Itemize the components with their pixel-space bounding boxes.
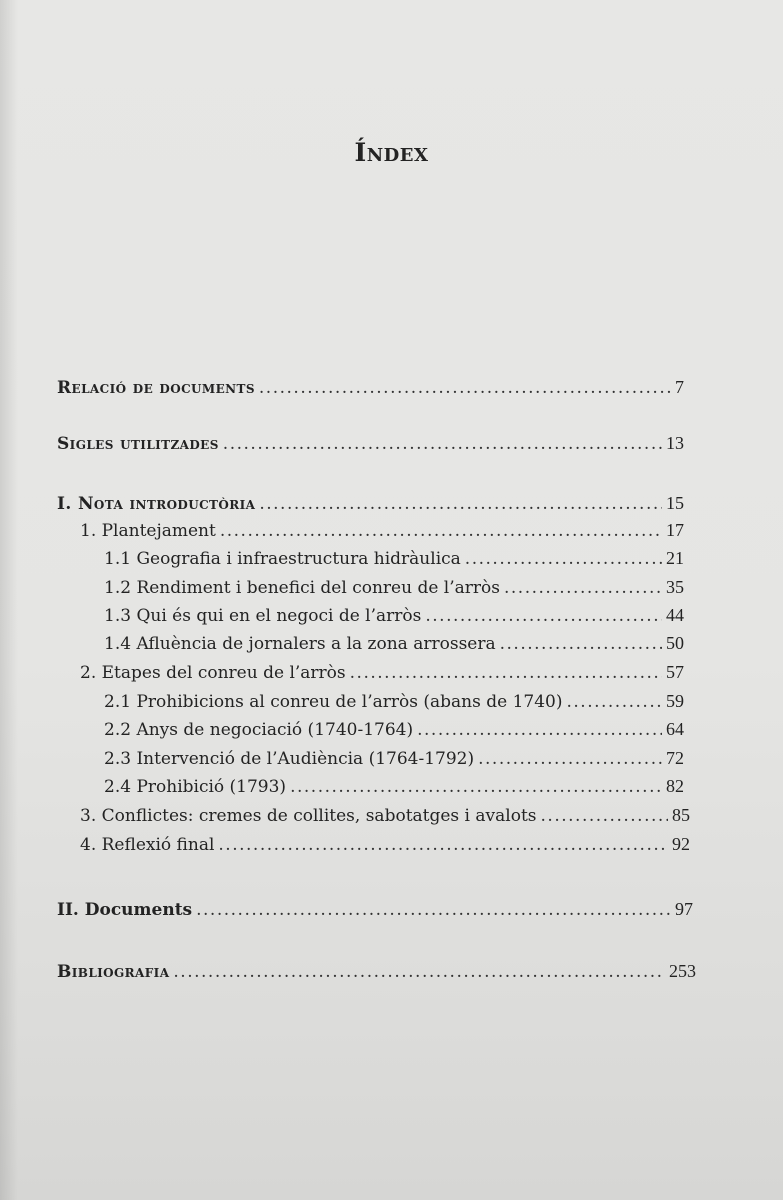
toc-entry-page: 7 [675, 377, 684, 397]
toc-leader-dots [541, 805, 668, 827]
toc-leader-dots [290, 776, 662, 798]
toc-leader-dots [223, 433, 662, 455]
toc-entry-page: 64 [666, 719, 684, 739]
toc-entry-label: 1.3 Qui és qui en el negoci de l’arròs [104, 606, 422, 626]
toc-entry-page: 253 [669, 961, 696, 981]
toc-leader-dots [259, 377, 671, 399]
toc-entry-bibliografia[interactable] [57, 960, 696, 983]
toc-entry-qui-es-qui[interactable] [104, 604, 684, 627]
toc-leader-dots [417, 719, 662, 741]
page-title-text: Índex [354, 138, 429, 167]
toc-entry-label: Relació de documents [57, 378, 255, 398]
toc-leader-dots [220, 520, 662, 542]
toc-entry-geografia[interactable] [104, 547, 684, 570]
toc-entry-rendiment[interactable] [104, 576, 684, 599]
toc-entry-relacio-documents[interactable] [57, 376, 684, 399]
toc-entry-prohibicio[interactable] [104, 775, 684, 798]
toc-leader-dots [173, 961, 665, 983]
toc-entry-label: 1. Plantejament [80, 521, 216, 541]
toc-entry-conflictes[interactable] [80, 804, 690, 827]
toc-entry-page: 72 [666, 748, 684, 768]
toc-entry-page: 57 [666, 662, 684, 682]
toc-entry-page: 50 [666, 633, 684, 653]
toc-leader-dots [478, 748, 662, 770]
toc-entry-page: 17 [666, 520, 684, 540]
toc-entry-page: 85 [672, 805, 690, 825]
toc-entry-label: Sigles utilitzades [57, 434, 219, 454]
toc-entry-page: 21 [666, 548, 684, 568]
toc-entry-label: 2.3 Intervenció de l’Audiència (1764-1792) [104, 749, 475, 769]
toc-entry-label: 2.4 Prohibició (1793) [104, 777, 287, 797]
toc-entry-label: 1.2 Rendiment i benefici del conreu de l’arròs [104, 578, 500, 598]
toc-entry-sigles-utilitzades[interactable] [57, 432, 684, 455]
toc-entry-label: I. Nota introductòria [57, 494, 256, 514]
toc-entry-page: 35 [666, 577, 684, 597]
toc-entry-nota-introductoria[interactable] [57, 492, 684, 515]
toc-entry-page: 59 [666, 691, 684, 711]
toc-leader-dots [500, 633, 662, 655]
toc-entry-afluencia[interactable] [104, 632, 684, 655]
toc-entry-intervencio[interactable] [104, 747, 684, 770]
toc-entry-page: 44 [666, 605, 684, 625]
toc-entry-plantejament[interactable] [80, 519, 684, 542]
toc-entry-page: 92 [672, 834, 690, 854]
toc-leader-dots [566, 691, 662, 713]
toc-entry-page: 13 [666, 433, 684, 453]
toc-entry-label: 1.4 Afluència de jornalers a la zona arrossera [104, 634, 496, 654]
toc-entry-label: 1.1 Geografia i infraestructura hidràulica [104, 549, 461, 569]
toc-leader-dots [350, 662, 662, 684]
toc-entry-label: 2.2 Anys de negociació (1740-1764) [104, 720, 414, 740]
toc-entry-anys-negociacio[interactable] [104, 718, 684, 741]
toc-entry-label: 4. Reflexió final [80, 835, 215, 855]
toc-entry-label: II. Documents [57, 900, 193, 920]
toc-leader-dots [504, 577, 662, 599]
toc-entry-page: 15 [666, 493, 684, 513]
toc-entry-prohibicions[interactable] [104, 690, 684, 713]
toc-leader-dots [259, 493, 662, 515]
toc-leader-dots [196, 899, 671, 921]
toc-leader-dots [465, 548, 662, 570]
page-title [0, 138, 783, 167]
toc-entry-documents[interactable] [57, 898, 693, 921]
toc-leader-dots [218, 834, 668, 856]
toc-leader-dots [425, 605, 662, 627]
toc-entry-label: 2. Etapes del conreu de l’arròs [80, 663, 346, 683]
toc-entry-label: Bibliografia [57, 962, 170, 982]
page-edge-shadow [0, 0, 18, 1200]
toc-entry-label: 3. Conflictes: cremes de collites, sabotatges i avalots [80, 806, 537, 826]
toc-entry-page: 82 [666, 776, 684, 796]
toc-entry-reflexio-final[interactable] [80, 833, 690, 856]
toc-entry-page: 97 [675, 899, 693, 919]
toc-entry-etapes[interactable] [80, 661, 684, 684]
toc-entry-label: 2.1 Prohibicions al conreu de l’arròs (abans de 1740) [104, 692, 563, 712]
